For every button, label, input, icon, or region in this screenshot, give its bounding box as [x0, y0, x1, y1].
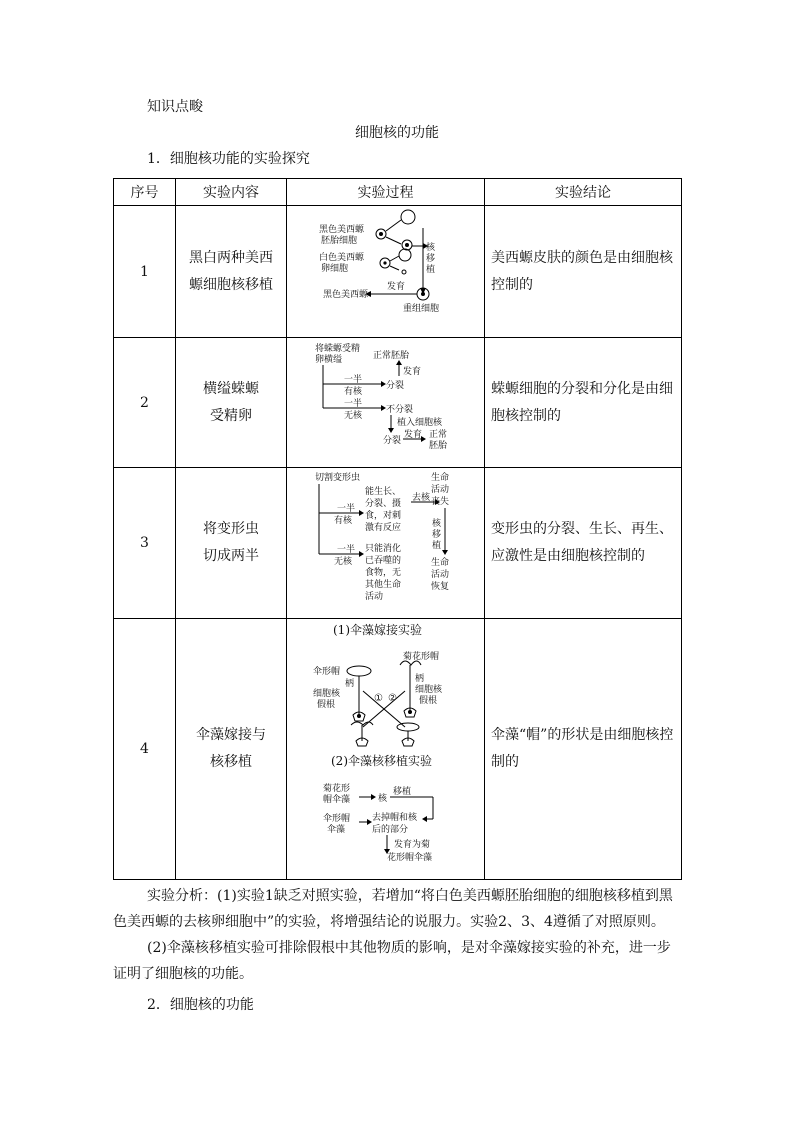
diagram-label: 卵横缢: [315, 355, 343, 365]
diagram-label: 柄: [345, 679, 355, 689]
diagram-label: 发育: [387, 282, 406, 292]
diagram-label: 有核: [334, 516, 353, 526]
diagram-label: 食物，无: [365, 568, 402, 578]
diagram-label: 移: [426, 254, 436, 264]
diagram-label: 去核: [412, 493, 431, 503]
diagram-label: 细胞核: [313, 689, 341, 699]
process-diagram-4: [287, 619, 485, 880]
diagram-label: 菊花形帽: [403, 652, 440, 662]
diagram-label: 柄: [415, 674, 425, 684]
content-line: 将变形虫: [203, 521, 259, 537]
process-diagram-1: [287, 206, 485, 338]
diagram-label: 卵细胞: [321, 264, 349, 274]
diagram-label: 无核: [344, 411, 363, 421]
diagram-label: 分裂: [386, 381, 405, 391]
knowledge-heading: 知识点畯: [147, 99, 203, 115]
diagram-label: 胚胎细胞: [321, 236, 358, 246]
diagram-label: 有核: [344, 387, 363, 397]
diagram-label: 正常胚胎: [373, 351, 410, 361]
process-diagram-2: [287, 338, 485, 468]
diagram-label: 核: [432, 519, 442, 529]
nucleus-dot: [379, 232, 383, 236]
diagram-label: 切割变形虫: [315, 473, 361, 483]
content-line: 螈细胞核移植: [189, 276, 273, 293]
diagram-label: 去掉帽和核: [372, 813, 418, 823]
table-header-row: [114, 179, 682, 206]
row-content: [176, 468, 287, 619]
enucleated-cell: [401, 210, 415, 224]
diagram-label: 一半: [344, 399, 363, 409]
header-number: 序号: [114, 179, 176, 206]
diagram-label: 黑色美西螈: [323, 290, 369, 300]
diagram-label: 将蝾螈受精: [315, 344, 361, 354]
diagram-label: 活动: [431, 570, 450, 580]
diagram-label: 一半: [337, 545, 356, 555]
table-row: [114, 468, 682, 619]
diagram-label: 伞形帽: [323, 814, 351, 824]
table-row: [114, 206, 682, 338]
row-conclusion: 蝾螈细胞的分裂和分化是由细胞核控制的: [485, 338, 682, 468]
diagram-label: ①: [374, 693, 383, 704]
table-row: [114, 619, 682, 880]
row-number: 1: [114, 206, 176, 338]
salamander-nuclear-transfer-diagram: [287, 206, 485, 333]
header-conclusion: 实验结论: [485, 179, 682, 206]
diagram-label: 生命: [431, 473, 450, 483]
diagram-label: 核: [378, 794, 388, 804]
diagram-label: 只能消化: [365, 544, 402, 554]
diagram-label: 一半: [337, 504, 356, 514]
diagram-label: 分裂、摄: [365, 499, 402, 509]
diagram-label: 活动: [365, 592, 384, 602]
analysis-paragraph-2: (2)伞藻核移植实验可排除假根中其他物质的影响，是对伞藻嫁接实验的补充，进一步证明了细胞核的功能。: [113, 940, 671, 982]
diagram-label: ②: [388, 693, 397, 704]
row-content: [176, 206, 287, 338]
diagram-label: 无核: [334, 557, 353, 567]
content-line: 横缢蝾螈: [203, 380, 259, 397]
diagram-label: 黑色美西螈: [319, 225, 365, 235]
process-diagram-3: [287, 468, 485, 619]
diagram-label: 后的部分: [372, 825, 409, 835]
diagram-label: 不分裂: [386, 405, 414, 415]
row-number: 3: [114, 468, 176, 619]
header-content: 实验内容: [176, 179, 287, 206]
diagram-label: 伞藻: [327, 825, 346, 835]
diagram-label: 能生长、: [365, 487, 402, 497]
umbrella-cap: [347, 666, 371, 676]
content-line: 黑白两种美西: [189, 249, 273, 266]
diagram-label: 胚胎: [429, 441, 448, 451]
diagram-label: 激有反应: [365, 523, 402, 533]
page-title: 细胞核的功能: [355, 125, 439, 141]
section-1-heading: 1．细胞核功能的实验探究: [147, 151, 310, 167]
row-number: 4: [114, 619, 176, 880]
diagram-label: 帽伞藻: [323, 795, 351, 805]
diagram-label: 菊花形: [323, 784, 351, 794]
experiment-table: [113, 178, 682, 880]
row-conclusion: 变形虫的分裂、生长、再生、应激性是由细胞核控制的: [485, 468, 682, 619]
analysis-paragraph-1: 实验分析：(1)实验1缺乏对照实验，若增加“将白色美西螈胚胎细胞的细胞核移植到黑色美西螈的去核卵细胞中”的实验，将增强结论的说服力。实验2、3、4遵循了对照原则。: [113, 888, 673, 930]
diagram-title: (2)伞藻核移植实验: [331, 754, 432, 768]
content-line: 核移植: [210, 754, 252, 770]
newt-egg-constriction-diagram: [287, 338, 485, 463]
diagram-label: 细胞核: [415, 685, 443, 695]
diagram-label: 分裂: [383, 436, 402, 446]
diagram-label: 已吞噬的: [365, 556, 402, 566]
diagram-label: 发育: [403, 367, 422, 377]
diagram-label: 移植: [393, 787, 412, 797]
row-conclusion: 伞藻“帽”的形状是由细胞核控制的: [485, 619, 682, 880]
content-line: 伞藻嫁接与: [196, 727, 266, 743]
diagram-label: 食，对刺: [365, 511, 402, 521]
diagram-label: 恢复: [431, 582, 450, 592]
diagram-label: 发育: [404, 430, 423, 440]
diagram-label: 其他生命: [365, 580, 402, 590]
diagram-label: 植: [432, 541, 442, 551]
diagram-title: (1)伞藻嫁接实验: [333, 623, 422, 637]
diagram-label: 活动: [431, 485, 450, 495]
diagram-label: 重组细胞: [403, 304, 440, 314]
content-line: 受精卵: [210, 407, 252, 424]
diagram-label: 正常: [429, 430, 448, 440]
diagram-label: 一半: [344, 375, 363, 385]
diagram-label: 伞形帽: [313, 667, 341, 677]
acetabularia-diagram: [287, 619, 485, 875]
diagram-label: 假根: [317, 700, 336, 710]
diagram-label: 丧失: [431, 497, 450, 507]
header-process: 实验过程: [287, 179, 485, 206]
diagram-label: 生命: [431, 558, 450, 568]
amoeba-cutting-diagram: [287, 468, 485, 614]
diagram-label: 核: [426, 243, 436, 253]
table-row: [114, 338, 682, 468]
content-line: 切成两半: [203, 548, 259, 564]
diagram-label: 植: [426, 265, 436, 275]
diagram-label: 花形帽伞藻: [387, 853, 433, 863]
diagram-label: 移: [432, 530, 442, 540]
row-conclusion: 美西螈皮肤的颜色是由细胞核控制的: [485, 206, 682, 338]
row-number: 2: [114, 338, 176, 468]
diagram-label: 白色美西螈: [319, 253, 365, 263]
diagram-label: 假根: [419, 696, 438, 706]
diagram-label: 发育为菊: [394, 840, 431, 850]
row-content: [176, 619, 287, 880]
section-2-heading: 2．细胞核的功能: [147, 997, 254, 1013]
diagram-label: 植入细胞核: [397, 418, 443, 428]
row-content: [176, 338, 287, 468]
